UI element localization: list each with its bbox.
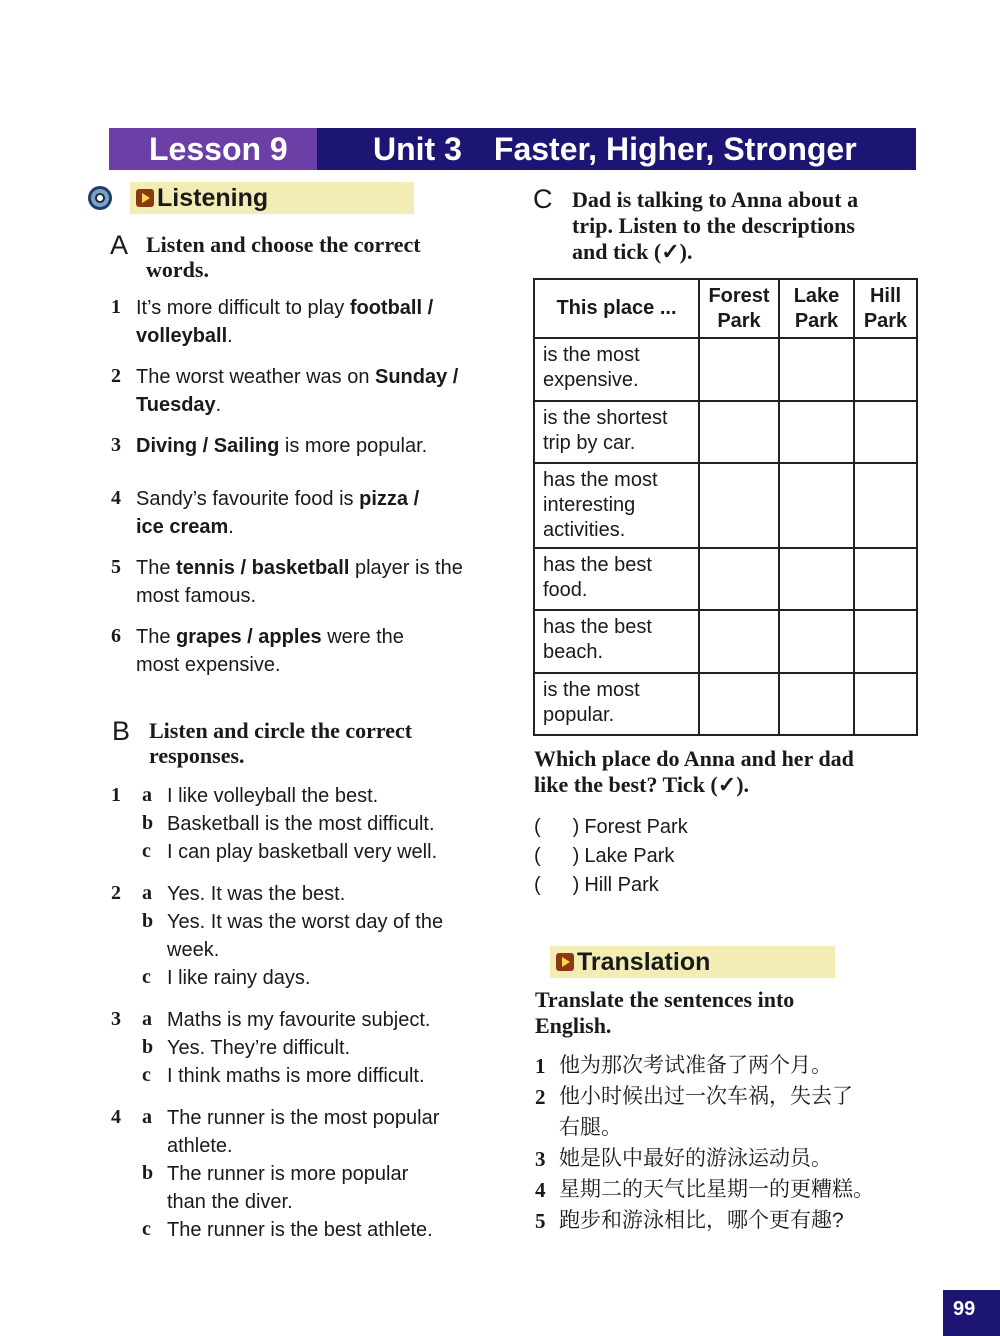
option-letter: c bbox=[142, 966, 151, 988]
item-number: 4 bbox=[111, 1106, 121, 1128]
option-letter: a bbox=[142, 1106, 152, 1128]
chinese-sentence: 星期二的天气比星期一的更糟糕。 bbox=[559, 1178, 874, 1201]
item-number: 3 bbox=[535, 1147, 546, 1171]
option-text: I can play basketball very well. bbox=[167, 841, 438, 863]
paren-close: ) bbox=[572, 874, 580, 896]
instruction-line: words. bbox=[146, 257, 209, 282]
option-text: Yes. It was the worst day of the bbox=[167, 911, 444, 933]
item-number: 4 bbox=[535, 1178, 546, 1202]
text: player is the bbox=[349, 557, 463, 579]
row-description bbox=[534, 338, 699, 401]
response-option bbox=[111, 782, 491, 810]
item-line bbox=[136, 513, 234, 541]
description-line: food. bbox=[543, 579, 588, 601]
option-label: Forest Park bbox=[584, 816, 688, 838]
column-header bbox=[534, 279, 699, 338]
text: is more popular. bbox=[279, 435, 428, 457]
column-header bbox=[699, 279, 779, 338]
item-number: 2 bbox=[535, 1085, 546, 1109]
tick-cell[interactable] bbox=[854, 548, 917, 610]
option-letter: a bbox=[142, 882, 152, 904]
paren-open: ( bbox=[534, 816, 541, 838]
word-choice: Diving / Sailing bbox=[136, 435, 280, 457]
response-option bbox=[111, 1160, 491, 1216]
description-line: is the most bbox=[543, 344, 640, 366]
text: most famous. bbox=[136, 585, 257, 607]
option-text: The runner is more popular bbox=[167, 1163, 409, 1185]
item-line bbox=[136, 322, 233, 350]
row-description bbox=[534, 610, 699, 673]
description-line: is the shortest bbox=[543, 407, 668, 429]
response-option bbox=[111, 1104, 491, 1160]
table-row bbox=[534, 673, 917, 735]
table-row bbox=[534, 401, 917, 463]
option-letter: c bbox=[142, 1064, 151, 1086]
tick-option[interactable] bbox=[534, 813, 688, 842]
response-group bbox=[111, 782, 491, 866]
option-letter: a bbox=[142, 1008, 152, 1030]
table-row bbox=[534, 548, 917, 610]
item-line bbox=[136, 294, 433, 322]
option-text: I think maths is more difficult. bbox=[167, 1065, 425, 1087]
option-text: Yes. It was the best. bbox=[167, 883, 346, 905]
option-label: Lake Park bbox=[584, 845, 675, 867]
text: It’s more difficult to play bbox=[136, 297, 350, 319]
header-line: This place ... bbox=[556, 297, 677, 319]
chinese-sentence: 跑步和游泳相比，哪个更有趣? bbox=[559, 1209, 844, 1232]
instruction-line: English. bbox=[535, 1013, 612, 1038]
word-choice: grapes / apples bbox=[176, 626, 322, 648]
item-number: 6 bbox=[111, 625, 121, 647]
tick-option[interactable] bbox=[534, 842, 674, 871]
description-line: beach. bbox=[543, 641, 604, 663]
description-line: activities. bbox=[543, 519, 626, 541]
description-line: has the best bbox=[543, 616, 652, 638]
instruction-line: Translate the sentences into bbox=[535, 987, 795, 1012]
response-option bbox=[111, 964, 491, 992]
description-line: has the most bbox=[543, 469, 658, 491]
item-number: 1 bbox=[535, 1054, 546, 1078]
tick-cell[interactable] bbox=[854, 338, 917, 401]
tick-cell[interactable] bbox=[854, 673, 917, 735]
text: The bbox=[136, 557, 177, 579]
response-option bbox=[111, 908, 491, 964]
item-number: 5 bbox=[111, 556, 121, 578]
table-header-row bbox=[534, 279, 917, 338]
text: . bbox=[227, 325, 233, 347]
option-letter: c bbox=[142, 1218, 151, 1240]
tick-cell[interactable] bbox=[779, 610, 854, 673]
item-line bbox=[136, 582, 256, 610]
tick-cell[interactable] bbox=[854, 463, 917, 548]
tick-cell[interactable] bbox=[699, 673, 779, 735]
tick-cell[interactable] bbox=[699, 401, 779, 463]
item-number: 2 bbox=[111, 882, 121, 904]
tick-cell[interactable] bbox=[699, 338, 779, 401]
response-group bbox=[111, 880, 491, 992]
option-text: The runner is the best athlete. bbox=[167, 1219, 433, 1241]
response-option bbox=[111, 810, 491, 838]
option-letter: a bbox=[142, 784, 152, 806]
item-line bbox=[136, 485, 419, 513]
option-text: Maths is my favourite subject. bbox=[167, 1009, 431, 1031]
word-choice: tennis / basketball bbox=[176, 557, 350, 579]
text: were the bbox=[321, 626, 404, 648]
tick-cell[interactable] bbox=[854, 610, 917, 673]
play-icon bbox=[556, 953, 574, 971]
question-line: like the best? Tick (✓). bbox=[534, 772, 750, 797]
header-line: Lake bbox=[793, 284, 840, 307]
section-b-letter: B bbox=[112, 716, 131, 746]
item-line bbox=[136, 554, 463, 582]
paren-open: ( bbox=[534, 845, 541, 867]
option-text: Basketball is the most difficult. bbox=[167, 813, 435, 835]
option-text: than the diver. bbox=[167, 1191, 293, 1213]
description-line: popular. bbox=[543, 704, 615, 726]
tick-cell[interactable] bbox=[854, 401, 917, 463]
word-choice: volleyball bbox=[136, 325, 228, 347]
word-choice: ice cream bbox=[136, 516, 229, 538]
instruction-line: and tick (✓). bbox=[572, 239, 693, 264]
chinese-sentence: 他小时候出过一次车祸，失去了 bbox=[559, 1085, 853, 1108]
header-line: Park bbox=[717, 309, 761, 332]
instruction-line: Listen and circle the correct bbox=[149, 718, 413, 743]
item-line bbox=[136, 363, 458, 391]
response-group bbox=[111, 1104, 491, 1244]
option-text: week. bbox=[167, 939, 220, 961]
description-line: has the best bbox=[543, 554, 652, 576]
option-text: Yes. They’re difficult. bbox=[167, 1037, 351, 1059]
tick-cell[interactable] bbox=[779, 548, 854, 610]
instruction-line: trip. Listen to the descriptions bbox=[572, 213, 855, 238]
chinese-sentence: 他为那次考试准备了两个月。 bbox=[559, 1054, 832, 1077]
row-description bbox=[534, 463, 699, 548]
item-number: 3 bbox=[111, 1008, 121, 1030]
item-number: 4 bbox=[111, 487, 121, 509]
response-option bbox=[111, 1062, 491, 1090]
instruction-line: Dad is talking to Anna about a bbox=[572, 187, 859, 212]
row-description bbox=[534, 548, 699, 610]
option-text: The runner is the most popular bbox=[167, 1107, 440, 1129]
description-line: interesting bbox=[543, 494, 636, 516]
tick-cell[interactable] bbox=[779, 463, 854, 548]
tick-cell[interactable] bbox=[779, 401, 854, 463]
table-row bbox=[534, 338, 917, 401]
word-choice: Tuesday bbox=[136, 394, 216, 416]
word-choice: football / bbox=[349, 297, 434, 319]
response-list bbox=[111, 782, 491, 1258]
option-letter: b bbox=[142, 812, 154, 834]
header-line: Hill bbox=[869, 284, 902, 307]
chinese-sentence: 右腿。 bbox=[559, 1116, 622, 1139]
text: . bbox=[215, 394, 222, 416]
description-line: is the most bbox=[543, 679, 640, 701]
tick-cell[interactable] bbox=[699, 548, 779, 610]
item-line bbox=[136, 623, 404, 651]
header-line: Park bbox=[794, 309, 839, 332]
column-header bbox=[779, 279, 854, 338]
option-text: I like volleyball the best. bbox=[167, 785, 379, 807]
chinese-sentence: 她是队中最好的游泳运动员。 bbox=[559, 1147, 832, 1170]
page-number: 99 bbox=[943, 1290, 1000, 1336]
question-line: Which place do Anna and her dad bbox=[534, 746, 854, 771]
paren-close: ) bbox=[572, 845, 580, 867]
listening-label: Listening bbox=[157, 183, 269, 212]
description-line: expensive. bbox=[543, 369, 639, 391]
table-row bbox=[534, 610, 917, 673]
listening-band bbox=[130, 182, 414, 214]
text: Sandy’s favourite food is bbox=[136, 488, 360, 510]
word-choice: Sunday / bbox=[375, 366, 459, 388]
translation-band bbox=[550, 946, 835, 978]
option-label: Hill Park bbox=[584, 874, 659, 896]
instruction-line: responses. bbox=[149, 743, 245, 768]
lesson-header bbox=[109, 128, 916, 170]
option-text: athlete. bbox=[167, 1135, 233, 1157]
item-line bbox=[136, 391, 221, 419]
text: most expensive. bbox=[136, 654, 281, 676]
lesson-number: Lesson 9 bbox=[109, 128, 317, 170]
row-description bbox=[534, 673, 699, 735]
header-line: Forest bbox=[708, 284, 770, 307]
item-line bbox=[136, 432, 427, 460]
tick-cell[interactable] bbox=[779, 338, 854, 401]
tick-option[interactable] bbox=[534, 871, 659, 900]
tick-cell[interactable] bbox=[779, 673, 854, 735]
response-group bbox=[111, 1006, 491, 1090]
section-a-letter: A bbox=[110, 230, 129, 260]
option-letter: b bbox=[142, 910, 154, 932]
description-line: trip by car. bbox=[543, 432, 636, 454]
play-icon bbox=[136, 189, 154, 207]
unit-number: Unit 3 bbox=[373, 130, 462, 167]
tick-cell[interactable] bbox=[699, 463, 779, 548]
tick-cell[interactable] bbox=[699, 610, 779, 673]
text: . bbox=[228, 516, 234, 538]
option-letter: b bbox=[142, 1162, 154, 1184]
option-letter: b bbox=[142, 1036, 154, 1058]
text: The worst weather was on bbox=[136, 366, 375, 388]
section-c-letter: C bbox=[533, 184, 553, 214]
option-text: I like rainy days. bbox=[167, 967, 311, 989]
item-number: 5 bbox=[535, 1209, 546, 1233]
item-line bbox=[136, 651, 281, 679]
row-description bbox=[534, 401, 699, 463]
response-option bbox=[111, 838, 491, 866]
item-number: 3 bbox=[111, 434, 121, 456]
instruction-line: Listen and choose the correct bbox=[146, 232, 421, 257]
places-table bbox=[533, 278, 918, 736]
audio-cd-icon bbox=[88, 186, 112, 210]
response-option bbox=[111, 880, 491, 908]
paren-close: ) bbox=[572, 816, 580, 838]
translation-label: Translation bbox=[577, 947, 711, 976]
item-number: 1 bbox=[111, 784, 121, 806]
word-choice: pizza / bbox=[359, 488, 420, 510]
column-header bbox=[854, 279, 917, 338]
response-option bbox=[111, 1034, 491, 1062]
paren-open: ( bbox=[534, 874, 541, 896]
item-number: 1 bbox=[111, 296, 121, 318]
option-letter: c bbox=[142, 840, 151, 862]
text: The bbox=[136, 626, 177, 648]
header-line: Park bbox=[863, 309, 908, 332]
unit-title: Faster, Higher, Stronger bbox=[493, 130, 857, 167]
response-option bbox=[111, 1006, 491, 1034]
item-number: 2 bbox=[111, 365, 121, 387]
table-row bbox=[534, 463, 917, 548]
response-option bbox=[111, 1216, 491, 1244]
